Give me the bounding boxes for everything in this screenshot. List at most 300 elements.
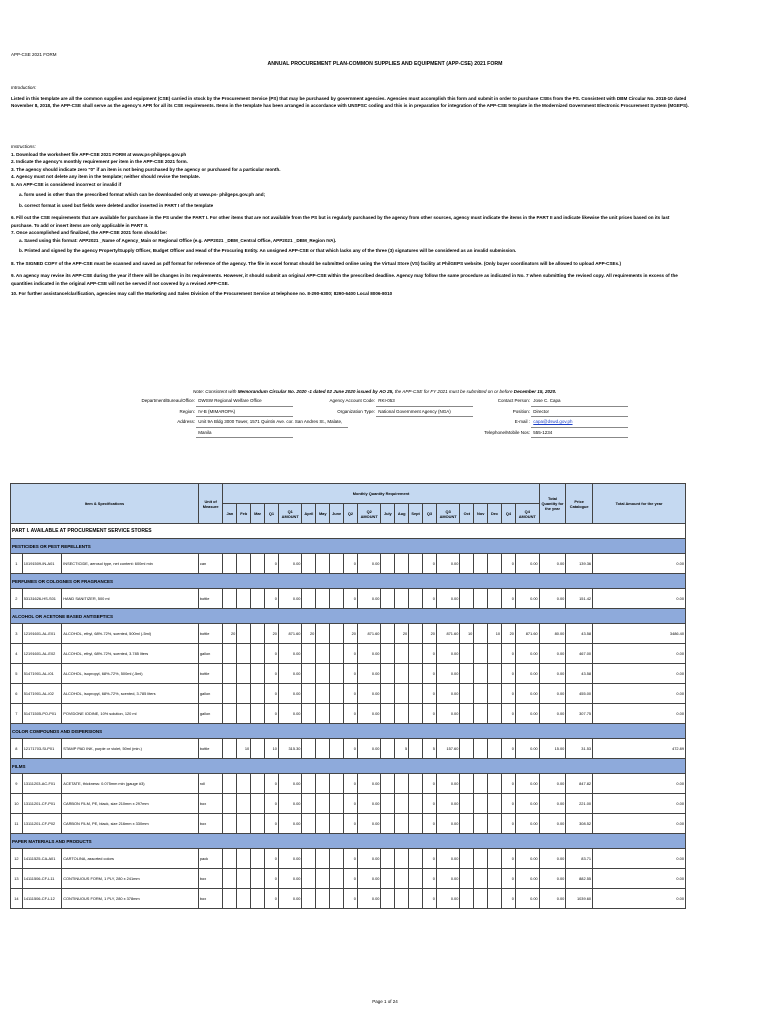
- quantity-cell[interactable]: 0.00: [515, 704, 539, 724]
- quantity-cell[interactable]: [395, 589, 409, 609]
- quantity-cell[interactable]: 0: [423, 869, 437, 889]
- quantity-cell[interactable]: [409, 814, 423, 834]
- quantity-cell[interactable]: [316, 889, 330, 909]
- quantity-cell[interactable]: 0: [502, 849, 516, 869]
- quantity-cell[interactable]: [409, 794, 423, 814]
- quantity-cell[interactable]: 871.60: [278, 624, 301, 644]
- quantity-cell[interactable]: 157.60: [436, 739, 459, 759]
- quantity-cell[interactable]: [251, 869, 265, 889]
- quantity-cell[interactable]: [395, 889, 409, 909]
- quantity-cell[interactable]: 0.00: [436, 889, 459, 909]
- quantity-cell[interactable]: [474, 849, 488, 869]
- quantity-cell[interactable]: [409, 684, 423, 704]
- quantity-cell[interactable]: 0: [423, 704, 437, 724]
- quantity-cell[interactable]: [395, 684, 409, 704]
- quantity-cell[interactable]: [302, 644, 316, 664]
- quantity-cell[interactable]: [460, 889, 474, 909]
- quantity-cell[interactable]: [474, 554, 488, 574]
- quantity-cell[interactable]: 0.00: [278, 589, 301, 609]
- quantity-cell[interactable]: [237, 589, 251, 609]
- quantity-cell[interactable]: [302, 704, 316, 724]
- quantity-cell[interactable]: 0.00: [515, 644, 539, 664]
- quantity-cell[interactable]: [381, 684, 395, 704]
- quantity-cell[interactable]: [330, 889, 344, 909]
- quantity-cell[interactable]: 0.00: [278, 889, 301, 909]
- dept-field[interactable]: DWSW Regional Welfare Office: [196, 396, 293, 407]
- quantity-cell[interactable]: [316, 739, 330, 759]
- quantity-cell[interactable]: 0: [344, 774, 358, 794]
- quantity-cell[interactable]: 0: [502, 554, 516, 574]
- quantity-cell[interactable]: 0.00: [436, 869, 459, 889]
- quantity-cell[interactable]: 0: [502, 684, 516, 704]
- quantity-cell[interactable]: [316, 794, 330, 814]
- quantity-cell[interactable]: 0.00: [278, 869, 301, 889]
- quantity-cell[interactable]: [251, 814, 265, 834]
- quantity-cell[interactable]: 0.00: [357, 774, 380, 794]
- table-row: [11, 589, 686, 609]
- quantity-cell[interactable]: [488, 814, 502, 834]
- quantity-cell[interactable]: 0.00: [278, 704, 301, 724]
- quantity-cell[interactable]: 10: [265, 739, 279, 759]
- quantity-cell[interactable]: [395, 554, 409, 574]
- quantity-cell[interactable]: [409, 869, 423, 889]
- quantity-cell[interactable]: [460, 644, 474, 664]
- quantity-cell[interactable]: 0.00: [357, 869, 380, 889]
- quantity-cell[interactable]: 871.60: [357, 624, 380, 644]
- quantity-cell[interactable]: [223, 814, 237, 834]
- quantity-cell[interactable]: [251, 704, 265, 724]
- quantity-cell[interactable]: [381, 794, 395, 814]
- quantity-cell[interactable]: [316, 589, 330, 609]
- quantity-cell[interactable]: [302, 554, 316, 574]
- quantity-cell[interactable]: 0: [502, 869, 516, 889]
- quantity-cell[interactable]: 0: [344, 589, 358, 609]
- quantity-cell[interactable]: 10: [460, 624, 474, 644]
- quantity-cell[interactable]: [460, 684, 474, 704]
- quantity-cell[interactable]: [330, 624, 344, 644]
- quantity-cell[interactable]: 0.00: [515, 869, 539, 889]
- quantity-cell[interactable]: [237, 704, 251, 724]
- quantity-cell[interactable]: [237, 794, 251, 814]
- quantity-cell[interactable]: 0: [265, 794, 279, 814]
- quantity-cell[interactable]: [381, 889, 395, 909]
- item-number: 8: [11, 739, 23, 759]
- quantity-cell[interactable]: [302, 814, 316, 834]
- quantity-cell[interactable]: [316, 869, 330, 889]
- org-type-field[interactable]: National Government Agency (NGA): [376, 407, 473, 418]
- quantity-cell[interactable]: 0: [423, 849, 437, 869]
- quantity-cell[interactable]: 0.00: [278, 554, 301, 574]
- quantity-cell[interactable]: 0: [344, 684, 358, 704]
- quantity-cell[interactable]: [237, 664, 251, 684]
- quantity-cell[interactable]: 871.60: [436, 624, 459, 644]
- quantity-cell[interactable]: 871.60: [515, 624, 539, 644]
- quantity-cell[interactable]: [237, 774, 251, 794]
- phone-field[interactable]: 555-1234: [531, 428, 628, 439]
- quantity-cell[interactable]: [237, 644, 251, 664]
- quantity-cell[interactable]: 0: [344, 664, 358, 684]
- quantity-cell[interactable]: 0: [344, 739, 358, 759]
- quantity-cell[interactable]: 0.00: [278, 814, 301, 834]
- quantity-cell[interactable]: [381, 664, 395, 684]
- quantity-cell[interactable]: 0.00: [515, 794, 539, 814]
- quantity-cell[interactable]: [302, 869, 316, 889]
- quantity-cell[interactable]: [223, 739, 237, 759]
- quantity-cell[interactable]: [330, 704, 344, 724]
- quantity-cell[interactable]: 0.00: [515, 889, 539, 909]
- quantity-cell[interactable]: [237, 849, 251, 869]
- quantity-cell[interactable]: [381, 704, 395, 724]
- quantity-cell[interactable]: [395, 814, 409, 834]
- quantity-cell[interactable]: [223, 554, 237, 574]
- quantity-cell[interactable]: 0: [502, 774, 516, 794]
- quantity-cell[interactable]: [395, 664, 409, 684]
- quantity-cell[interactable]: [223, 774, 237, 794]
- quantity-cell[interactable]: 0: [502, 644, 516, 664]
- quantity-cell[interactable]: 0.00: [278, 774, 301, 794]
- quantity-cell[interactable]: 0: [423, 589, 437, 609]
- quantity-cell[interactable]: 0.00: [357, 644, 380, 664]
- quantity-cell[interactable]: [316, 664, 330, 684]
- quantity-cell[interactable]: [251, 774, 265, 794]
- region-field[interactable]: IV-B (MIMAROPA): [196, 407, 293, 418]
- quantity-cell[interactable]: [488, 644, 502, 664]
- quantity-cell[interactable]: 0: [265, 774, 279, 794]
- quantity-cell[interactable]: 5: [395, 739, 409, 759]
- quantity-cell[interactable]: 0.00: [515, 684, 539, 704]
- quantity-cell[interactable]: [330, 664, 344, 684]
- quantity-cell[interactable]: [330, 849, 344, 869]
- quantity-cell[interactable]: [223, 684, 237, 704]
- quantity-cell[interactable]: 0: [265, 869, 279, 889]
- quantity-cell[interactable]: [302, 589, 316, 609]
- quantity-cell[interactable]: 0.00: [278, 664, 301, 684]
- quantity-cell[interactable]: [409, 624, 423, 644]
- quantity-cell[interactable]: 0.00: [436, 589, 459, 609]
- quantity-cell[interactable]: [237, 624, 251, 644]
- quantity-cell[interactable]: 0.00: [357, 849, 380, 869]
- quantity-cell[interactable]: 0.00: [357, 664, 380, 684]
- quantity-cell[interactable]: [251, 589, 265, 609]
- quantity-cell[interactable]: [474, 774, 488, 794]
- quantity-cell[interactable]: 20: [223, 624, 237, 644]
- quantity-cell[interactable]: 0.00: [436, 644, 459, 664]
- quantity-cell[interactable]: [316, 849, 330, 869]
- quantity-cell[interactable]: 0.00: [436, 814, 459, 834]
- quantity-cell[interactable]: 0: [265, 589, 279, 609]
- quantity-cell[interactable]: [409, 774, 423, 794]
- quantity-cell[interactable]: 0: [344, 644, 358, 664]
- quantity-cell[interactable]: [302, 889, 316, 909]
- quantity-cell[interactable]: [409, 739, 423, 759]
- quantity-cell[interactable]: [316, 704, 330, 724]
- quantity-cell[interactable]: [474, 814, 488, 834]
- quantity-cell[interactable]: [302, 664, 316, 684]
- quantity-cell[interactable]: [409, 889, 423, 909]
- quantity-cell[interactable]: 0.00: [436, 554, 459, 574]
- quantity-cell[interactable]: 0.00: [436, 774, 459, 794]
- quantity-cell[interactable]: 0: [423, 664, 437, 684]
- quantity-cell[interactable]: [460, 849, 474, 869]
- quantity-cell[interactable]: 0: [344, 889, 358, 909]
- quantity-cell[interactable]: 0.00: [436, 704, 459, 724]
- address-field-2[interactable]: Manila: [196, 428, 293, 439]
- contact-field[interactable]: Jose C. Capa: [531, 396, 628, 407]
- quantity-cell[interactable]: 0.00: [357, 739, 380, 759]
- quantity-cell[interactable]: 315.30: [278, 739, 301, 759]
- quantity-cell[interactable]: [251, 739, 265, 759]
- quantity-cell[interactable]: [395, 704, 409, 724]
- quantity-cell[interactable]: [330, 814, 344, 834]
- quantity-cell[interactable]: 0.00: [515, 554, 539, 574]
- total-amount: 0.00: [593, 644, 686, 664]
- table-row: [11, 889, 686, 909]
- quantity-cell[interactable]: 0.00: [357, 794, 380, 814]
- quantity-cell[interactable]: 5: [423, 739, 437, 759]
- quantity-cell[interactable]: [488, 589, 502, 609]
- quantity-cell[interactable]: 0: [502, 814, 516, 834]
- quantity-cell[interactable]: 20: [502, 624, 516, 644]
- quantity-cell[interactable]: [330, 554, 344, 574]
- quantity-cell[interactable]: [316, 644, 330, 664]
- quantity-cell[interactable]: [330, 739, 344, 759]
- quantity-cell[interactable]: [330, 644, 344, 664]
- quantity-cell[interactable]: 0.00: [278, 684, 301, 704]
- quantity-cell[interactable]: 0: [265, 554, 279, 574]
- quantity-cell[interactable]: [460, 739, 474, 759]
- quantity-cell[interactable]: [395, 869, 409, 889]
- page-number: Page 1 of 24: [372, 999, 398, 1004]
- quantity-cell[interactable]: [460, 554, 474, 574]
- quantity-cell[interactable]: [251, 794, 265, 814]
- email-field[interactable]: capa@dswd.gov.ph: [531, 417, 628, 428]
- quantity-cell[interactable]: [237, 554, 251, 574]
- quantity-cell[interactable]: 10: [237, 739, 251, 759]
- quantity-cell[interactable]: 20: [265, 624, 279, 644]
- quantity-cell[interactable]: [223, 704, 237, 724]
- quantity-cell[interactable]: [251, 644, 265, 664]
- quantity-cell[interactable]: 20: [395, 624, 409, 644]
- quantity-cell[interactable]: 0: [423, 684, 437, 704]
- quantity-cell[interactable]: [395, 849, 409, 869]
- quantity-cell[interactable]: 0.00: [436, 684, 459, 704]
- quantity-cell[interactable]: [316, 684, 330, 704]
- quantity-cell[interactable]: [223, 644, 237, 664]
- quantity-cell[interactable]: [237, 869, 251, 889]
- quantity-cell[interactable]: 0: [502, 704, 516, 724]
- quantity-cell[interactable]: [251, 889, 265, 909]
- quantity-cell[interactable]: [488, 704, 502, 724]
- quantity-cell[interactable]: 0.00: [357, 589, 380, 609]
- quantity-cell[interactable]: [474, 739, 488, 759]
- quantity-cell[interactable]: [474, 589, 488, 609]
- quantity-cell[interactable]: [381, 739, 395, 759]
- quantity-cell[interactable]: [381, 624, 395, 644]
- quantity-cell[interactable]: 0: [344, 814, 358, 834]
- quantity-cell[interactable]: 10: [488, 624, 502, 644]
- quantity-cell[interactable]: [330, 869, 344, 889]
- quantity-cell[interactable]: [460, 704, 474, 724]
- quantity-cell[interactable]: 0: [423, 794, 437, 814]
- quantity-cell[interactable]: [381, 814, 395, 834]
- quantity-cell[interactable]: [409, 664, 423, 684]
- quantity-cell[interactable]: 0.00: [515, 589, 539, 609]
- quantity-cell[interactable]: 0.00: [515, 664, 539, 684]
- quantity-cell[interactable]: [474, 644, 488, 664]
- quantity-cell[interactable]: 0: [344, 554, 358, 574]
- quantity-cell[interactable]: 0.00: [515, 739, 539, 759]
- quantity-cell[interactable]: [474, 704, 488, 724]
- quantity-cell[interactable]: [460, 664, 474, 684]
- quantity-cell[interactable]: 0.00: [278, 849, 301, 869]
- quantity-cell[interactable]: [302, 774, 316, 794]
- item-description: CONTINUOUS FORM, 1 PLY, 280 x 241mm: [62, 869, 199, 889]
- quantity-cell[interactable]: [302, 684, 316, 704]
- quantity-cell[interactable]: [488, 869, 502, 889]
- quantity-cell[interactable]: [409, 644, 423, 664]
- quantity-cell[interactable]: [395, 644, 409, 664]
- quantity-cell[interactable]: 0: [423, 814, 437, 834]
- quantity-cell[interactable]: 20: [423, 624, 437, 644]
- quantity-cell[interactable]: 0: [344, 794, 358, 814]
- quantity-cell[interactable]: [223, 889, 237, 909]
- quantity-cell[interactable]: 0: [265, 849, 279, 869]
- quantity-cell[interactable]: [237, 684, 251, 704]
- quantity-cell[interactable]: 0: [423, 554, 437, 574]
- category-row: [11, 724, 686, 739]
- quantity-cell[interactable]: 0.00: [357, 889, 380, 909]
- quantity-cell[interactable]: 0.00: [436, 849, 459, 869]
- quantity-cell[interactable]: 0: [344, 704, 358, 724]
- quantity-cell[interactable]: [381, 589, 395, 609]
- quantity-cell[interactable]: 0: [265, 664, 279, 684]
- quantity-cell[interactable]: 0.00: [278, 794, 301, 814]
- quantity-cell[interactable]: [251, 624, 265, 644]
- quantity-cell[interactable]: [409, 849, 423, 869]
- quantity-cell[interactable]: 0.00: [515, 814, 539, 834]
- position-field[interactable]: Director: [531, 407, 628, 418]
- quantity-cell[interactable]: [474, 684, 488, 704]
- quantity-cell[interactable]: [460, 814, 474, 834]
- quantity-cell[interactable]: 0.00: [357, 554, 380, 574]
- quantity-cell[interactable]: [330, 589, 344, 609]
- address-field[interactable]: Unit 9A Bldg 3000 Tower, 1571 Quintin Ave. cor. San Andres St., Malate,: [196, 417, 348, 428]
- quantity-cell[interactable]: [474, 869, 488, 889]
- quantity-cell[interactable]: 0: [265, 814, 279, 834]
- quantity-cell[interactable]: [223, 794, 237, 814]
- quantity-cell[interactable]: [488, 889, 502, 909]
- quantity-cell[interactable]: [409, 589, 423, 609]
- quantity-cell[interactable]: 0: [265, 704, 279, 724]
- quantity-cell[interactable]: [251, 684, 265, 704]
- quantity-cell[interactable]: 0: [423, 774, 437, 794]
- quantity-cell[interactable]: 0: [423, 644, 437, 664]
- quantity-cell[interactable]: [409, 704, 423, 724]
- quantity-cell[interactable]: [488, 664, 502, 684]
- quantity-cell[interactable]: 0.00: [357, 814, 380, 834]
- quantity-cell[interactable]: [395, 794, 409, 814]
- quantity-cell[interactable]: [460, 794, 474, 814]
- quantity-cell[interactable]: 0.00: [436, 794, 459, 814]
- quantity-cell[interactable]: [330, 794, 344, 814]
- quantity-cell[interactable]: 0: [423, 889, 437, 909]
- quantity-cell[interactable]: [460, 774, 474, 794]
- quantity-cell[interactable]: 0: [502, 889, 516, 909]
- quantity-cell[interactable]: 0.00: [357, 684, 380, 704]
- account-code-field[interactable]: RKI-053: [376, 396, 473, 407]
- quantity-cell[interactable]: 0: [502, 589, 516, 609]
- quantity-cell[interactable]: [474, 794, 488, 814]
- quantity-cell[interactable]: [381, 644, 395, 664]
- quantity-cell[interactable]: 0: [502, 739, 516, 759]
- quantity-cell[interactable]: [302, 849, 316, 869]
- quantity-cell[interactable]: [316, 554, 330, 574]
- quantity-cell[interactable]: 0.00: [436, 664, 459, 684]
- quantity-cell[interactable]: [488, 739, 502, 759]
- quantity-cell[interactable]: 0: [265, 684, 279, 704]
- quantity-cell[interactable]: [223, 589, 237, 609]
- quantity-cell[interactable]: [381, 849, 395, 869]
- quantity-cell[interactable]: [409, 554, 423, 574]
- quantity-cell[interactable]: [381, 774, 395, 794]
- quantity-cell[interactable]: [251, 664, 265, 684]
- quantity-cell[interactable]: [251, 849, 265, 869]
- quantity-cell[interactable]: [237, 814, 251, 834]
- quantity-cell[interactable]: 0: [344, 849, 358, 869]
- quantity-cell[interactable]: [474, 889, 488, 909]
- quantity-cell[interactable]: [223, 869, 237, 889]
- quantity-cell[interactable]: [395, 774, 409, 794]
- quantity-cell[interactable]: [460, 589, 474, 609]
- quantity-cell[interactable]: [251, 554, 265, 574]
- quantity-cell[interactable]: [488, 849, 502, 869]
- quantity-cell[interactable]: [237, 889, 251, 909]
- quantity-cell[interactable]: [460, 869, 474, 889]
- quantity-cell[interactable]: [488, 794, 502, 814]
- quantity-cell[interactable]: [316, 774, 330, 794]
- quantity-cell[interactable]: [330, 774, 344, 794]
- quantity-cell[interactable]: 0.00: [357, 704, 380, 724]
- quantity-cell[interactable]: [381, 869, 395, 889]
- quantity-cell[interactable]: 0: [265, 889, 279, 909]
- quantity-cell[interactable]: [488, 774, 502, 794]
- quantity-cell[interactable]: 0.00: [515, 774, 539, 794]
- instruction-10: 10. For further assistance/clarification, agencies may call the Marketing and Sales Division of the Procurement Service at telephone no. 8-290-6300; 8290-6400 Local 8006-8010: [11, 291, 393, 296]
- quantity-cell[interactable]: [316, 624, 330, 644]
- quantity-cell[interactable]: 0: [265, 644, 279, 664]
- quantity-cell[interactable]: [223, 849, 237, 869]
- quantity-cell[interactable]: [381, 554, 395, 574]
- quantity-cell[interactable]: [488, 684, 502, 704]
- quantity-cell[interactable]: 20: [302, 624, 316, 644]
- quantity-cell[interactable]: [302, 739, 316, 759]
- table-row: [11, 794, 686, 814]
- quantity-cell[interactable]: 0: [502, 794, 516, 814]
- quantity-cell[interactable]: 20: [344, 624, 358, 644]
- quantity-cell[interactable]: [488, 554, 502, 574]
- quantity-cell[interactable]: 0: [344, 869, 358, 889]
- quantity-cell[interactable]: [474, 624, 488, 644]
- quantity-cell[interactable]: [330, 684, 344, 704]
- quantity-cell[interactable]: 0: [502, 664, 516, 684]
- quantity-cell[interactable]: 0.00: [515, 849, 539, 869]
- quantity-cell[interactable]: [223, 664, 237, 684]
- quantity-cell[interactable]: [474, 664, 488, 684]
- item-description: CONTINUOUS FORM, 1 PLY, 280 x 378mm: [62, 889, 199, 909]
- quantity-cell[interactable]: [302, 794, 316, 814]
- quantity-cell[interactable]: 0.00: [278, 644, 301, 664]
- quantity-cell[interactable]: [316, 814, 330, 834]
